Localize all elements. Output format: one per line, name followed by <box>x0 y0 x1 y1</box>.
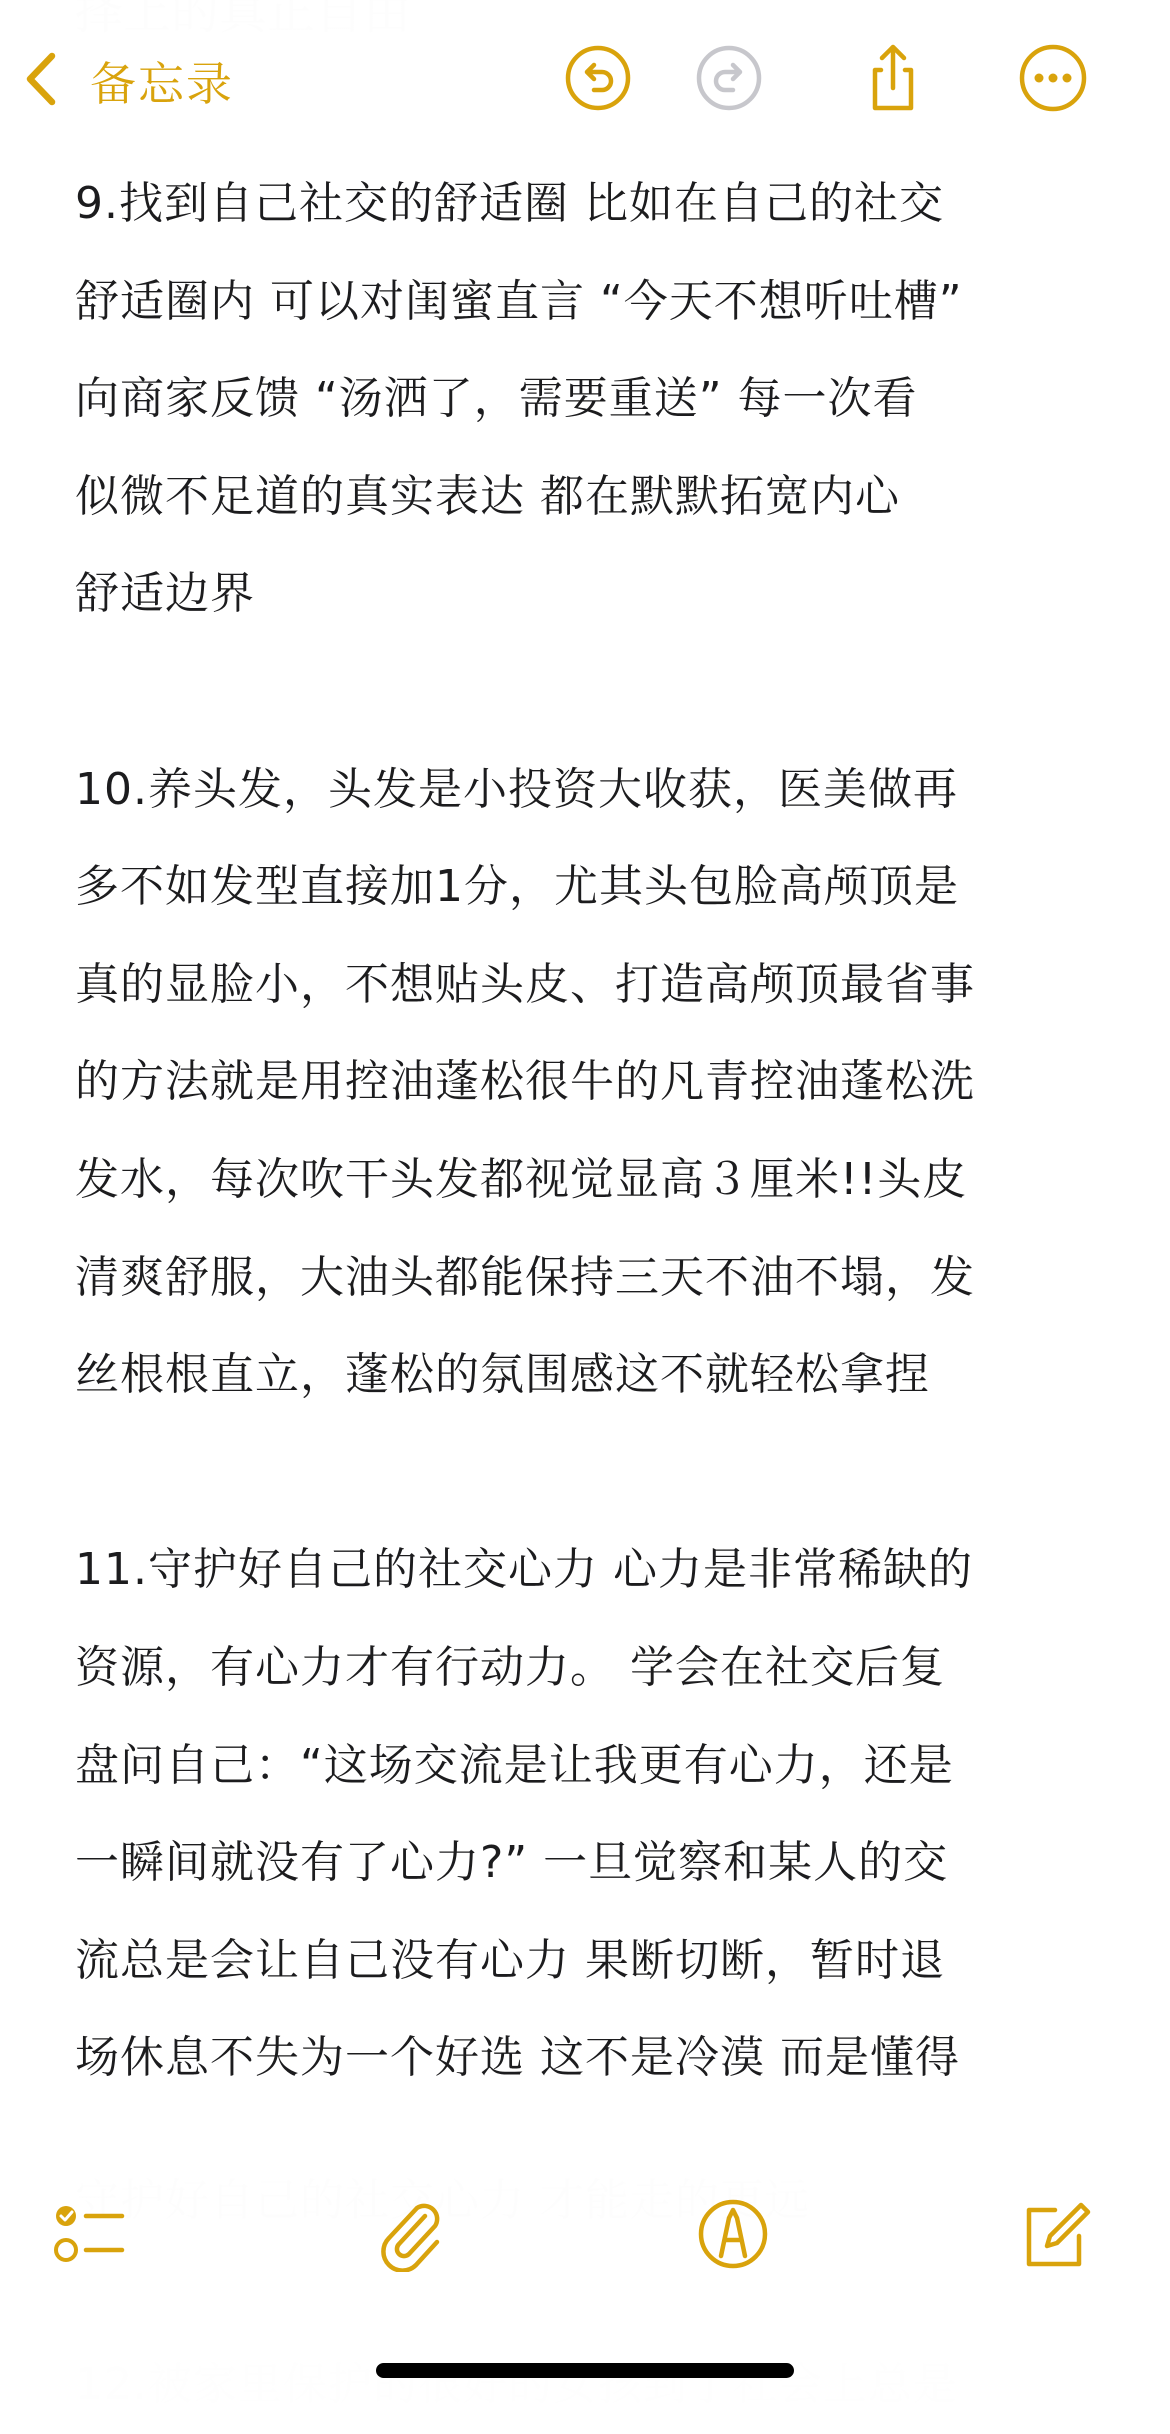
back-button[interactable] <box>22 46 234 116</box>
note-line: 舒适边界 <box>75 568 255 620</box>
attachment-icon <box>373 2196 449 2276</box>
undo-icon <box>562 42 634 118</box>
note-line: 10.养头发，头发是小投资大收获，医美做再 <box>75 763 958 815</box>
note-line: 流总是会让自己没有心力 果断切断，暂时退 <box>75 1934 945 1986</box>
more-button[interactable] <box>1017 44 1089 116</box>
share-icon <box>857 42 929 118</box>
note-line: 清爽舒服，大油头都能保持三天不油不塌，发 <box>75 1251 975 1303</box>
note-line: 的方法就是用控油蓬松很牛的凡青控油蓬松洗 <box>75 1056 975 1108</box>
markup-icon <box>695 2196 771 2276</box>
undo-button[interactable] <box>562 44 634 116</box>
compose-icon <box>1017 2196 1093 2276</box>
attachment-button[interactable] <box>373 2198 449 2274</box>
chevron-left-icon <box>22 48 62 114</box>
note-line: 场休息不失为一个好选 这不是冷漠 而是懂得 <box>75 2032 960 2084</box>
back-label: 备忘录 <box>90 57 234 111</box>
redo-icon <box>693 42 765 118</box>
share-button[interactable] <box>857 44 929 116</box>
note-line: 丝根根直立，蓬松的氛围感这不就轻松拿捏 <box>75 1349 930 1401</box>
home-indicator[interactable] <box>376 2363 794 2378</box>
top-toolbar <box>0 0 1170 160</box>
note-line: 向商家反馈 “汤洒了，需要重送” 每一次看 <box>75 373 918 425</box>
note-line: 11.守护好自己的社交心力 心力是非常稀缺的 <box>75 1544 973 1596</box>
note-line: 盘问自己：“这场交流是让我更有心力，还是 <box>75 1739 954 1791</box>
note-paragraph-10 <box>75 741 1115 1424</box>
note-paragraph-11 <box>75 1521 1115 2107</box>
note-line: 资源，有心力才有行动力。 学会在社交后复 <box>75 1641 945 1693</box>
note-line: 舒适圈内 可以对闺蜜直言 “今天不想听吐槽” <box>75 275 963 327</box>
checklist-button[interactable] <box>52 2198 128 2274</box>
compose-button[interactable] <box>1017 2198 1093 2274</box>
redo-button[interactable] <box>693 44 765 116</box>
more-icon <box>1017 42 1089 118</box>
note-paragraph-9 <box>75 155 1115 643</box>
note-body[interactable] <box>75 155 1115 2204</box>
note-line: 真的显脸小，不想贴头皮、打造高颅顶最省事 <box>75 958 975 1010</box>
note-line: 多不如发型直接加1分，尤其头包脸高颅顶是 <box>75 861 959 913</box>
note-line: 发水，每次吹干头发都视觉显高３厘米!!头皮 <box>75 1153 968 1205</box>
checklist-icon <box>52 2196 128 2276</box>
markup-button[interactable] <box>695 2198 771 2274</box>
note-line: 一瞬间就没有了心力?” 一旦觉察和某人的交 <box>75 1837 949 1889</box>
note-line: 似微不足道的真实表达 都在默默拓宽内心 <box>75 470 900 522</box>
note-line: 9.找到自己社交的舒适圈 比如在自己的社交 <box>75 178 944 229</box>
